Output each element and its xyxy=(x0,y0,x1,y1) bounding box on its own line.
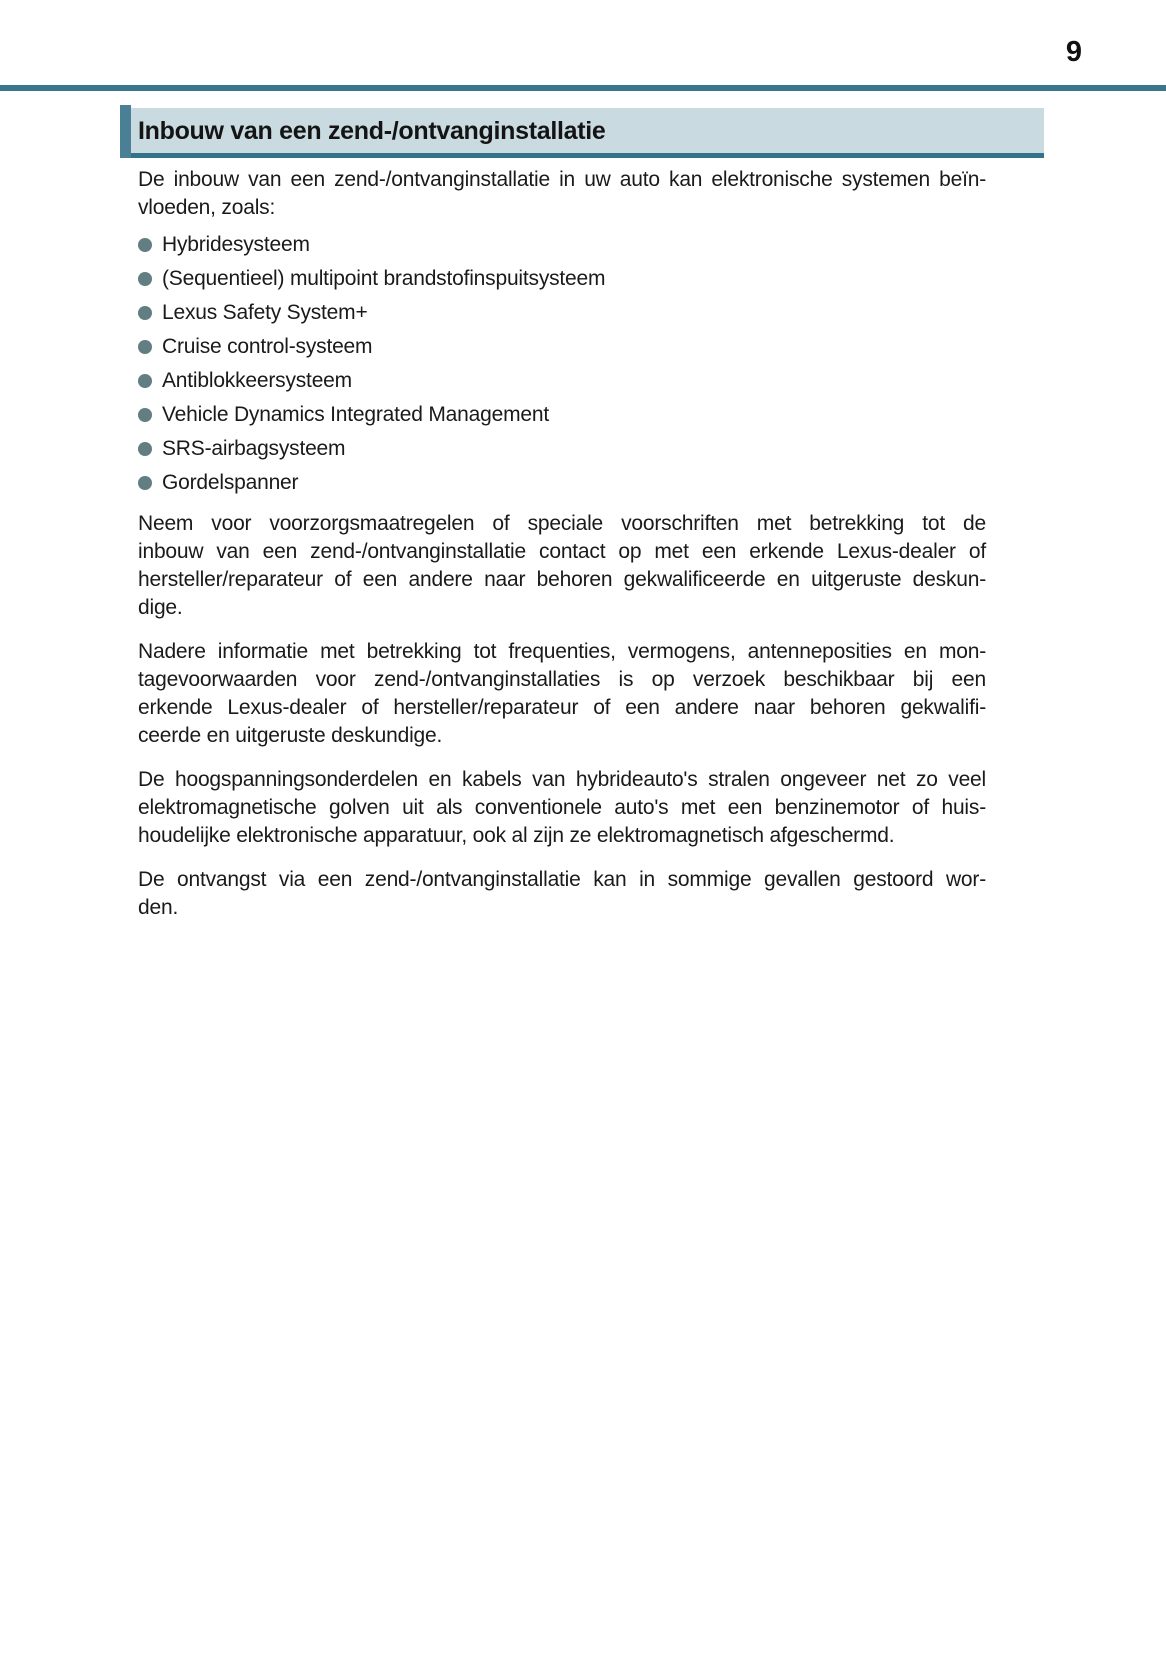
reception-paragraph xyxy=(138,866,986,922)
section-accent-bar xyxy=(120,105,131,158)
list-item-label: Antiblokkeersysteem xyxy=(162,369,352,392)
bullet-icon xyxy=(138,340,152,354)
bullet-icon xyxy=(138,374,152,388)
text-line: Nadere informatie met betrekking tot frequenties, vermogens, antenneposities en mon- xyxy=(138,640,986,663)
list-item xyxy=(138,398,986,432)
list-item-label: Gordelspanner xyxy=(162,471,299,494)
high-voltage-paragraph xyxy=(138,766,986,850)
precautions-paragraph xyxy=(138,510,986,622)
bullet-icon xyxy=(138,238,152,252)
top-divider-rule xyxy=(0,85,1166,91)
list-item-label: Vehicle Dynamics Integrated Management xyxy=(162,403,549,426)
intro-paragraph xyxy=(138,166,986,222)
list-item xyxy=(138,296,986,330)
page-number: 9 xyxy=(1065,36,1083,68)
text-line: De hoogspanningsonderdelen en kabels van hybrideauto's stralen ongeveer net zo veel xyxy=(138,768,986,791)
list-item xyxy=(138,364,986,398)
section-title: Inbouw van een zend-/ontvanginstallatie xyxy=(138,117,606,145)
information-paragraph xyxy=(138,638,986,750)
text-line: De inbouw van een zend-/ontvanginstallatie in uw auto kan elektronische systemen beïn- xyxy=(138,168,986,191)
section-header xyxy=(120,108,1044,158)
text-line: dige. xyxy=(138,596,183,619)
text-line: Neem voor voorzorgsmaatregelen of speciale voorschriften met betrekking tot de xyxy=(138,512,986,535)
list-item-label: Hybridesysteem xyxy=(162,233,310,256)
text-line: De ontvangst via een zend-/ontvanginstallatie kan in sommige gevallen gestoord wor- xyxy=(138,868,986,891)
bullet-icon xyxy=(138,476,152,490)
list-item xyxy=(138,466,986,500)
list-item xyxy=(138,228,986,262)
affected-systems-list xyxy=(138,228,986,500)
text-line: vloeden, zoals: xyxy=(138,196,276,219)
bullet-icon xyxy=(138,272,152,286)
list-item-label: SRS-airbagsysteem xyxy=(162,437,346,460)
text-line: ceerde en uitgeruste deskundige. xyxy=(138,724,443,747)
text-line: houdelijke elektronische apparatuur, ook al zijn ze elektromagnetisch afgeschermd. xyxy=(138,824,895,847)
bullet-icon xyxy=(138,306,152,320)
text-line: hersteller/reparateur of een andere naar behoren gekwalificeerde en uitgeruste deskun- xyxy=(138,568,986,591)
bullet-icon xyxy=(138,442,152,456)
text-line: erkende Lexus-dealer of hersteller/reparateur of een andere naar behoren gekwalifi- xyxy=(138,696,986,719)
list-item xyxy=(138,330,986,364)
text-line: inbouw van een zend-/ontvanginstallatie contact op met een erkende Lexus-dealer of xyxy=(138,540,986,563)
list-item-label: Cruise control-systeem xyxy=(162,335,373,358)
bullet-icon xyxy=(138,408,152,422)
text-line: den. xyxy=(138,896,179,919)
text-line: tagevoorwaarden voor zend-/ontvanginstallaties is op verzoek beschikbaar bij een xyxy=(138,668,986,691)
text-line: elektromagnetische golven uit als conventionele auto's met een benzinemotor of huis- xyxy=(138,796,986,819)
list-item xyxy=(138,432,986,466)
list-item-label: (Sequentieel) multipoint brandstofinspuitsysteem xyxy=(162,267,606,290)
page-content xyxy=(138,166,986,938)
list-item-label: Lexus Safety System+ xyxy=(162,301,368,324)
list-item xyxy=(138,262,986,296)
